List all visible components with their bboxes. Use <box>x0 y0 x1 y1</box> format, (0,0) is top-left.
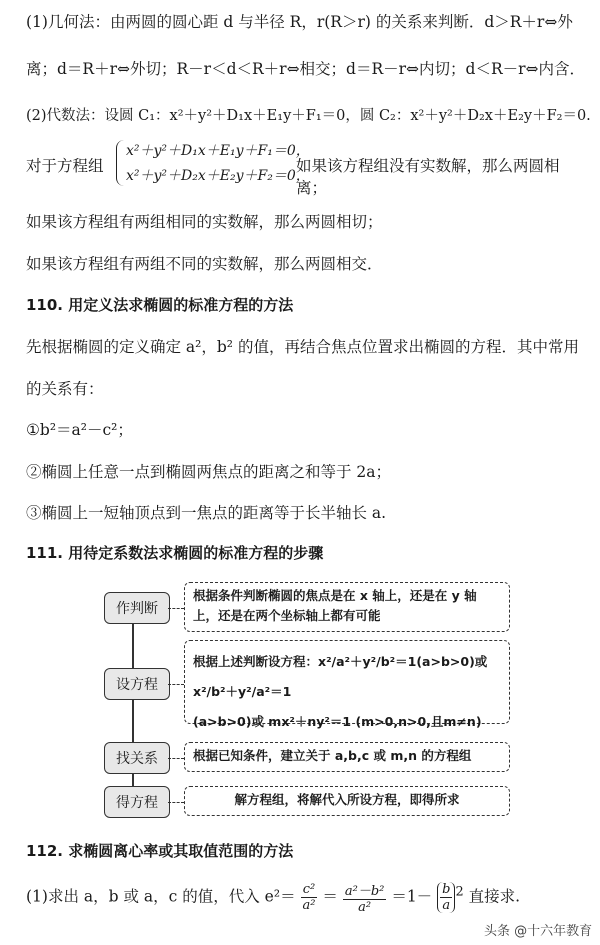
flow-connector <box>168 684 184 685</box>
equation-system <box>26 140 586 197</box>
section-heading: 110. 用定义法求椭圆的标准方程的方法 <box>26 296 294 314</box>
box-line: 根据上述判断设方程：x²/a²＋y²/b²＝1(a>b>0)或 x²/b²＋y²/a²＝1 <box>193 654 488 699</box>
equation: x²＋y²＋D₂x＋E₂y＋F₂＝0， <box>126 168 310 184</box>
text-line: ③椭圆上一短轴顶点到一焦点的距离等于长半轴长 a. <box>26 504 387 522</box>
text-line: 如果该方程组有两组不同的实数解，那么两圆相交． <box>26 255 383 273</box>
text-line: 先根据椭圆的定义确定 a²，b² 的值，再结合焦点位置求出椭圆的方程．其中常用 <box>26 338 579 356</box>
box-line: (a>b>0)或 mx²＋ny²＝1 (m>0,n>0,且m≠n) <box>193 714 482 729</box>
text-segment: 直接求. <box>468 887 521 906</box>
flow-description <box>184 640 510 729</box>
parenthesis-group <box>437 882 455 913</box>
box-line: 根据条件判断椭圆的焦点是在 x 轴上，还是在 y 轴 <box>193 588 477 603</box>
numerator: a²－b² <box>343 880 387 900</box>
flowchart <box>100 578 510 818</box>
numerator: b <box>442 882 451 897</box>
text-segment: 如果该方程组没有实数解，那么两圆相离； <box>296 157 560 197</box>
flow-step: 设方程 <box>104 668 170 700</box>
text-line: ①b²＝a²－c²； <box>26 421 133 439</box>
text-line: 如果该方程组有两组相同的实数解，那么两圆相切； <box>26 213 383 231</box>
flow-connector <box>168 608 184 609</box>
text-line: (2)代数法：设圆 C₁：x²＋y²＋D₁x＋E₁y＋F₁＝0，圆 C₂：x²＋y²＋D₂x＋E₂y＋F₂＝0. <box>26 108 591 124</box>
flow-description: 根据已知条件，建立关于 a,b,c 或 m,n 的方程组 <box>184 742 510 772</box>
text-line: 离；d＝R＋r⇔外切；R－r＜d＜R＋r⇔相交；d＝R－r⇔内切；d＜R－r⇔内含． <box>26 60 586 78</box>
watermark: 头条 @十六年教育 <box>484 924 593 939</box>
eccentricity-formula <box>26 880 520 915</box>
section-heading: 111. 用待定系数法求椭圆的标准方程的步骤 <box>26 544 324 562</box>
text-line: 的关系有： <box>26 380 104 398</box>
text-segment: (1)求出 a，b 或 a，c 的值，代入 e²＝ <box>26 887 296 906</box>
brace-icon <box>116 140 125 186</box>
fraction <box>301 882 318 913</box>
denominator: a² <box>302 898 316 913</box>
numerator: c² <box>301 882 318 898</box>
fraction <box>343 880 387 915</box>
denominator: a <box>442 898 451 913</box>
fraction <box>440 882 452 913</box>
flow-description: 解方程组，将解代入所设方程，即得所求 <box>184 786 510 816</box>
section-heading: 112. 求椭圆离心率或其取值范围的方法 <box>26 842 294 860</box>
box-line: 上，还是在两个坐标轴上都有可能 <box>193 608 381 623</box>
flow-step: 得方程 <box>104 786 170 818</box>
exponent: 2 <box>455 884 464 900</box>
flow-description <box>184 582 510 632</box>
text-line: ②椭圆上任意一点到椭圆两焦点的距离之和等于 2a； <box>26 463 392 481</box>
equation: x²＋y²＋D₁x＋E₁y＋F₁＝0， <box>126 143 310 159</box>
flow-connector <box>168 802 184 803</box>
flow-step: 作判断 <box>104 592 170 624</box>
equals-sign: ＝ <box>322 887 338 906</box>
flow-connector <box>168 758 184 759</box>
flow-step: 找关系 <box>104 742 170 774</box>
text-segment: ＝1－ <box>391 887 433 906</box>
denominator: a² <box>358 900 372 915</box>
text-line: (1)几何法：由两圆的圆心距 d 与半径 R，r(R＞r) 的关系来判断．d＞R＋r⇔外 <box>26 13 573 31</box>
text-segment: 对于方程组 <box>26 157 104 175</box>
